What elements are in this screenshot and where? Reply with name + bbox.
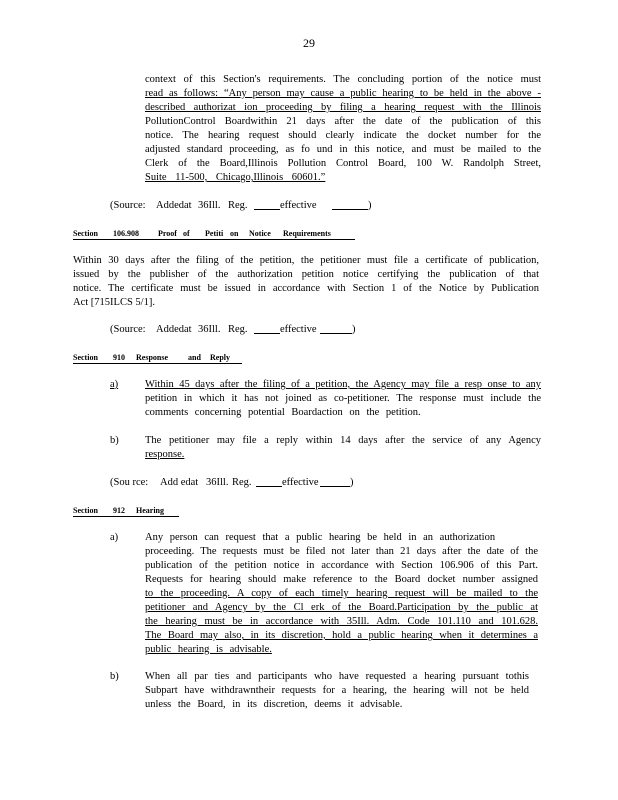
source-note [110, 323, 410, 337]
paragraph-line: When all par ties and participants who have requested a hearing pursuant tothis [145, 671, 529, 682]
paragraph-line: Clerk of the Board,Illinois Pollution Control Board, 100 W. Randolph Street, [145, 158, 541, 169]
source-added: Addedat [156, 324, 192, 335]
section-title-word: Response [136, 353, 169, 362]
section-number: 910 [113, 353, 125, 362]
source-added: Add edat [160, 477, 199, 488]
paragraph-line: the hearing must be in accordance with 35Ill. Adm. Code 101.110 and 101.628. [145, 616, 538, 627]
paragraph-line: read as follows: “Any person may cause a public hearing to be held in the above - [145, 88, 541, 99]
item-label: a) [110, 532, 119, 543]
paragraph-line: The Board may also, in its discretion, hold a public hearing when it determines a [145, 630, 538, 641]
source-note [110, 199, 410, 213]
source-volume: 36Ill. [198, 200, 221, 211]
source-blank [332, 199, 368, 210]
source-volume: 36Ill. [198, 324, 221, 335]
paragraph-line: Requests for hearing should make reference to the Board docket number assigned [145, 574, 538, 585]
source-blank [320, 323, 352, 334]
paragraph-line: notice. The hearing request should clearly indicate the docket number for the [145, 130, 541, 141]
paragraph-line: response. [145, 449, 185, 460]
page-number: 29 [303, 36, 315, 50]
paragraph-line: to the proceeding. A copy of each timely hearing request will be mailed to the [145, 588, 538, 599]
paragraph-line: Any person can request that a public hearing be held in an authorization [145, 532, 496, 543]
paragraph-line: Subpart have withdrawntheir requests for a hearing, the hearing will not be held [145, 685, 529, 696]
paragraph-line: context of this Section's requirements. The concluding portion of the notice must [145, 74, 541, 85]
source-close: ) [352, 324, 356, 335]
paragraph-line: PollutionControl Boardwithin 21 days after the date of the publication of this [145, 116, 541, 127]
paragraph-line: Act [715ILCS 5/1]. [73, 297, 155, 308]
section-title-word: Notice [249, 229, 271, 238]
section-body [73, 254, 539, 310]
source-effective: effective [280, 200, 317, 211]
source-close: ) [350, 477, 354, 488]
source-blank [256, 476, 282, 487]
source-reg: Reg. [228, 324, 248, 335]
source-prefix: (Sou rce: [110, 477, 149, 488]
section-label: Section [73, 229, 98, 238]
section-item [145, 378, 541, 420]
paragraph-line: petitioner and Agency by the Cl erk of the Board.Participation by the public at [145, 602, 538, 613]
source-effective: effective [280, 324, 317, 335]
source-close: ) [368, 200, 372, 211]
section-title-word: Requirements [283, 229, 331, 238]
section-item [145, 531, 538, 657]
section-title-word: of [183, 229, 190, 238]
source-effective: effective [282, 477, 319, 488]
source-reg: Reg. [228, 200, 248, 211]
source-blank [254, 323, 280, 334]
section-title-word: Petiti [205, 229, 224, 238]
section-title-word: Reply [210, 353, 230, 362]
source-blank [320, 476, 350, 487]
paragraph-line: Within 30 days after the filing of the petition, the petitioner must file a certificate of publication, [73, 255, 539, 266]
heading-underline [73, 363, 242, 364]
paragraph-line: public hearing is advisable. [145, 644, 272, 655]
item-label: b) [110, 435, 119, 446]
section-number: 912 [113, 506, 125, 515]
section-title-word: Proof [158, 229, 177, 238]
item-label: b) [110, 671, 119, 682]
paragraph-line: proceeding. The requests must be filed not later than 21 days after the date of the [145, 546, 538, 557]
heading-underline [73, 516, 179, 517]
paragraph-line: unless the Board, in its discretion, deems it advisable. [145, 699, 403, 710]
source-note [110, 476, 410, 490]
section-label: Section [73, 353, 98, 362]
paragraph-line: publication of the petition notice in accordance with Section 106.906 of this Part. [145, 560, 538, 571]
source-blank [254, 199, 280, 210]
paragraph-line: issued by the publisher of the authorization petition notice certifying the publication of that [73, 269, 539, 280]
section-number: 106.908 [113, 229, 139, 238]
source-reg: Reg. [232, 477, 252, 488]
source-prefix: (Source: [110, 324, 146, 335]
section-item [145, 434, 541, 462]
section-item [145, 670, 529, 712]
source-prefix: (Source: [110, 200, 146, 211]
paragraph-line: petition in which it has not joined as co-petitioner. The response must include the [145, 393, 541, 404]
paragraph-line: described authorizat ion proceeding by filing a hearing request with the Illinois [145, 102, 541, 113]
section-title-word: and [188, 353, 201, 362]
paragraph-line: Within 45 days after the filing of a petition, the Agency may file a resp onse to any [145, 379, 541, 390]
source-added: Addedat [156, 200, 192, 211]
section-label: Section [73, 506, 98, 515]
heading-underline [73, 239, 355, 240]
paragraph-line: adjusted standard proceeding, as fo und in this notice, and must be mailed to the [145, 144, 541, 155]
paragraph-line: Suite 11-500, Chicago,Illinois 60601.” [145, 172, 326, 183]
section-title-word: on [230, 229, 239, 238]
paragraph-line: notice. The certificate must be issued in accordance with Section 1 of the Notice by Publication [73, 283, 539, 294]
item-label: a) [110, 379, 119, 390]
paragraph-line: The petitioner may file a reply within 14 days after the service of any Agency [145, 435, 541, 446]
top-paragraph [145, 73, 541, 185]
section-title-word: Hearing [136, 506, 164, 515]
paragraph-line: comments concerning potential Boardaction on the petition. [145, 407, 421, 418]
source-volume: 36Ill. [206, 477, 229, 488]
